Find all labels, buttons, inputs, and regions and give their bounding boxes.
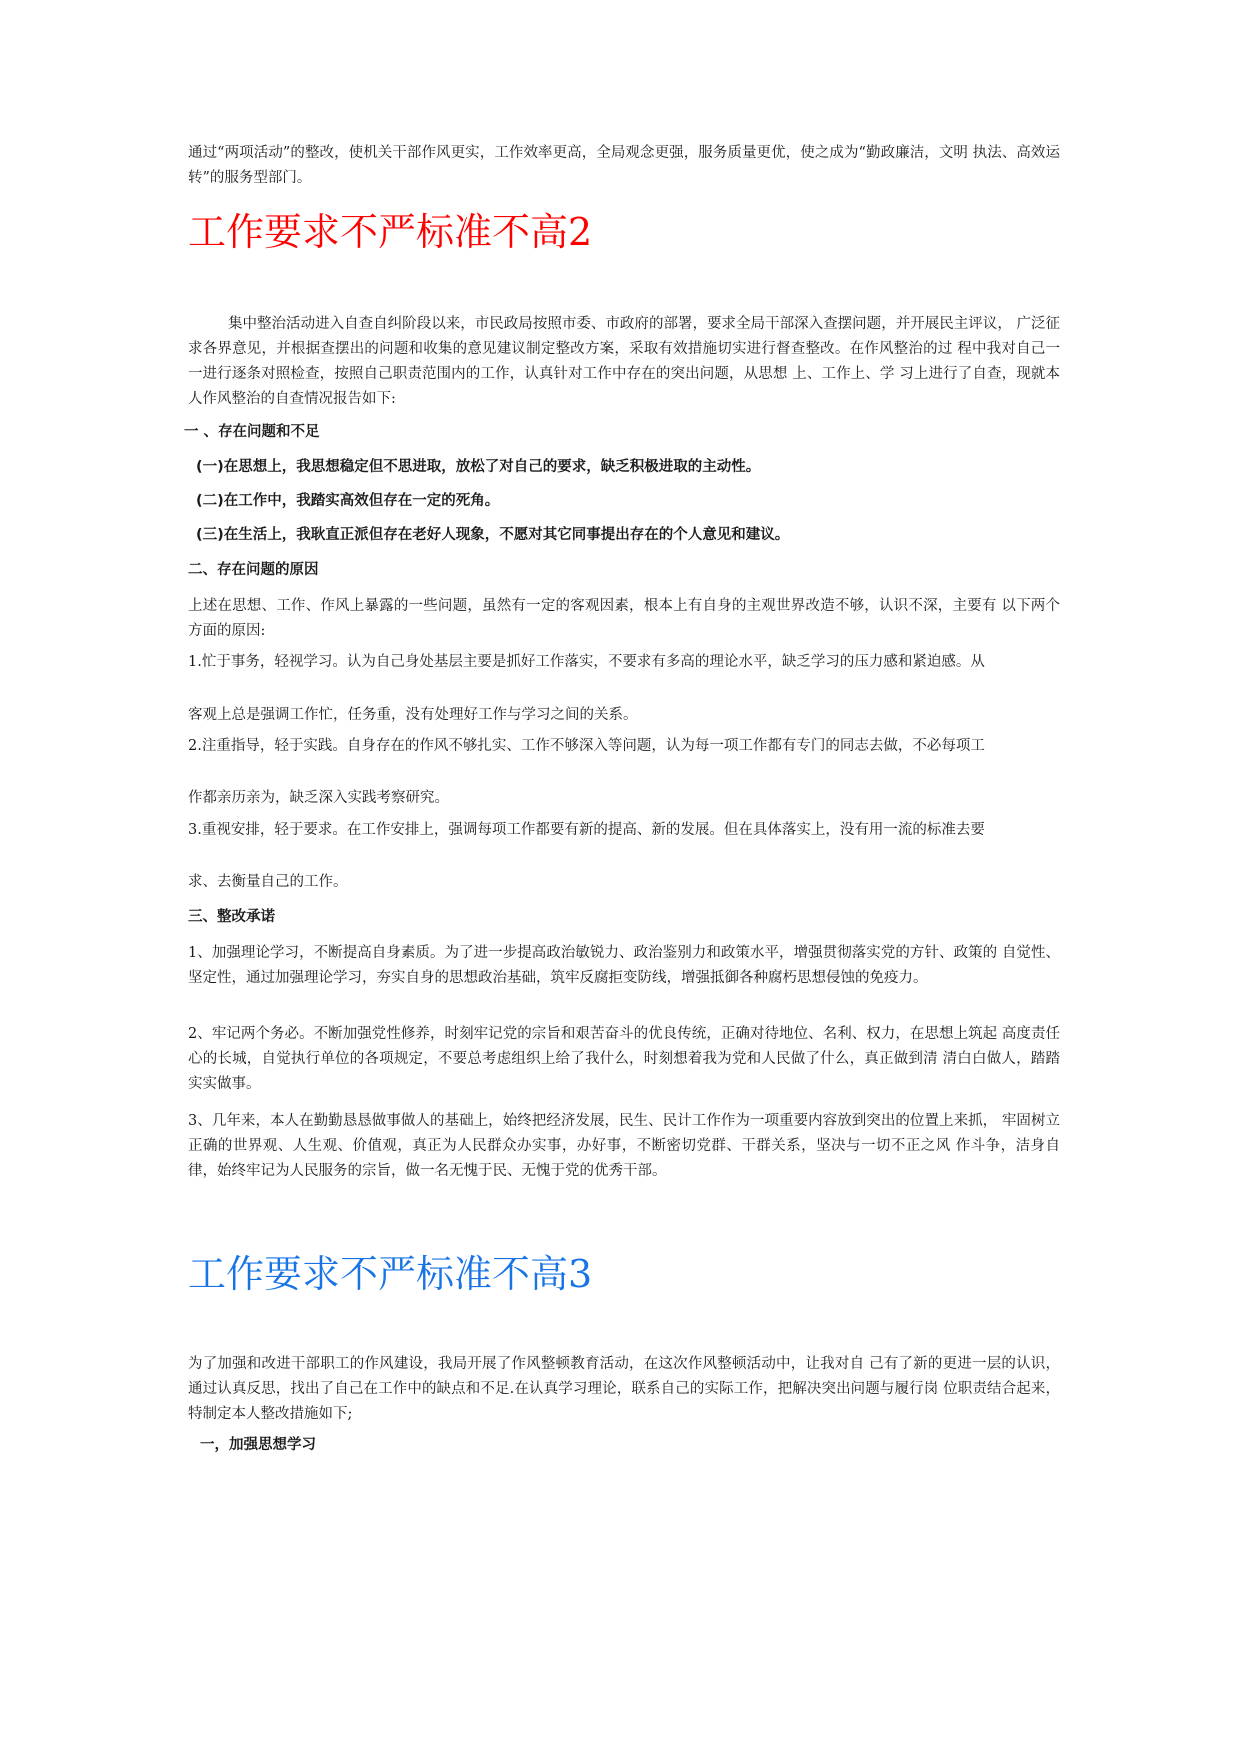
section3-heading-study: 一，加强思想学习: [200, 1437, 316, 1453]
cause1-line2: 客观上总是强调工作忙，任务重，没有处理好工作与学习之间的关系。: [188, 707, 638, 723]
issue-thought: (一)在思想上，我思想稳定但不思进取，放松了对自己的要求，缺乏积极进取的主动性。: [196, 459, 761, 475]
cause2-line1: 2.注重指导，轻于实践。自身存在的作风不够扎实、工作不够深入等问题，认为每一项工作都有专门的同志去做，不必每项工: [188, 738, 985, 754]
section2-heading-promises: 三、整改承诺: [188, 909, 275, 925]
section3-title: 工作要求不严标准不高3: [188, 1252, 593, 1296]
section2-title: 工作要求不严标准不高2: [188, 210, 593, 254]
issue-work: (二)在工作中，我踏实高效但存在一定的死角。: [196, 493, 500, 509]
cause3-line2: 求、去衡量自己的工作。: [188, 874, 348, 890]
intro-paragraph: 通过“两项活动”的整改，使机关干部作风更实，工作效率更高，全局观念更强，服务质量更优，使之成为“勤政廉洁，文明 执法、高效运转”的服务型部门。: [188, 145, 1060, 186]
section3-opening: 为了加强和改进干部职工的作风建设，我局开展了作风整顿教育活动，在这次作风整顿活动中，让我对自 己有了新的更进一层的认识，通过认真反思，找出了自己在工作中的缺点和不足.在认真学习理论，联系自己的实际工作，把解决突出问题与履行岗 位职责结合起来，特制定本人整改措施如下;: [188, 1356, 1060, 1422]
cause3-line1: 3.重视安排，轻于要求。在工作安排上，强调每项工作都要有新的提高、新的发展。但在具体落实上，没有用一流的标准去要: [188, 822, 985, 838]
cause-intro: 上述在思想、工作、作风上暴露的一些问题，虽然有一定的客观因素，根本上有自身的主观世界改造不够，认识不深，主要有 以下两个方面的原因:: [188, 598, 1060, 639]
section2-heading-causes: 二、存在问题的原因: [188, 562, 319, 578]
cause1-line1: 1.忙于事务，轻视学习。认为自己身处基层主要是抓好工作落实，不要求有多高的理论水平，缺乏学习的压力感和紧迫感。从: [188, 654, 985, 670]
promise-1: 1、加强理论学习，不断提高自身素质。为了进一步提高政治敏锐力、政治鉴别力和政策水平，增强贯彻落实党的方针、政策的 自觉性、坚定性，通过加强理论学习，夯实自身的思想政治基础，筑牢反腐拒变防线，增强抵御各种腐朽思想侵蚀的免疫力。: [188, 945, 1060, 986]
promise-2: 2、牢记两个务必。不断加强党性修养，时刻牢记党的宗旨和艰苦奋斗的优良传统，正确对待地位、名利、权力，在思想上筑起 高度责任心的长城，自觉执行单位的各项规定，不要总考虑组织上给了我什么，时刻想着我为党和人民做了什么，真正做到清 清白白做人，踏踏实实做事。: [188, 1026, 1060, 1092]
issue-life: (三)在生活上，我耿直正派但存在老好人现象，不愿对其它同事提出存在的个人意见和建议。: [196, 527, 790, 543]
section2-heading-problems: 一 、存在问题和不足: [184, 424, 320, 440]
cause2-line2: 作都亲历亲为，缺乏深入实践考察研究。: [188, 790, 449, 806]
promise-3: 3、几年来，本人在勤勤恳恳做事做人的基础上，始终把经济发展，民生、民计工作作为一项重要内容放到突出的位置上来抓， 牢固树立正确的世界观、人生观、价值观，真正为人民群众办实事，办好事，不断密切党群、干群关系，坚决与一切不正之风 作斗争，洁身自律，始终牢记为人民服务的宗旨，做一名无愧于民、无愧于党的优秀干部。: [188, 1113, 1060, 1179]
section2-opening: 集中整治活动进入自查自纠阶段以来，市民政局按照市委、市政府的部署，要求全局干部深入查摆问题，并开展民主评议， 广泛征求各界意见，并根据查摆出的问题和收集的意见建议制定整改方案，采取有效措施切实进行督查整改。在作风整治的过 程中我对自己一一进行逐条对照检查，按照自己职责范围内的工作，认真针对工作中存在的突出问题，从思想 上、工作上、学 习上进行了自查，现就本人作风整治的自查情况报告如下:: [188, 316, 1060, 407]
